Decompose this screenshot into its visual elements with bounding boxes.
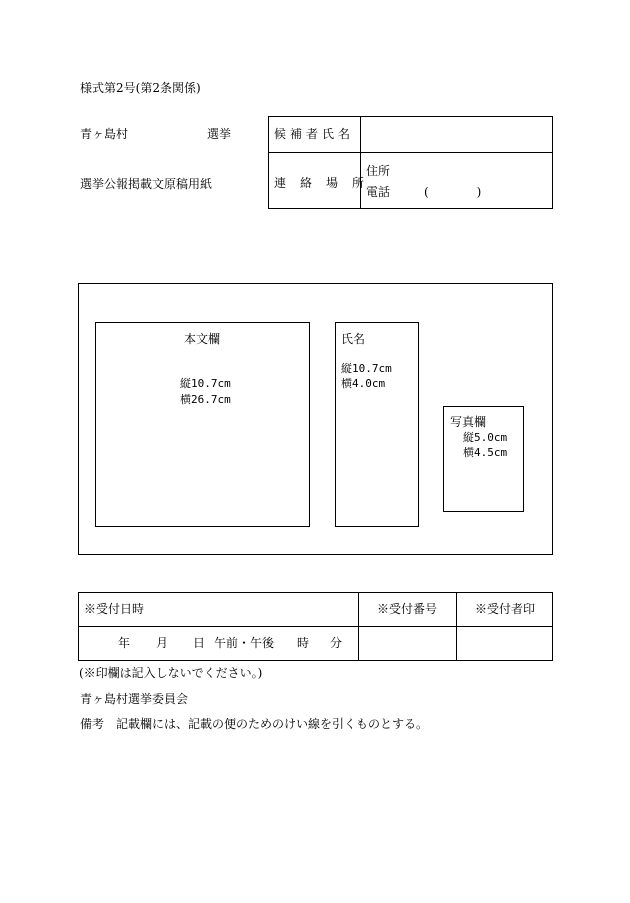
name-section-width: 横4.0cm bbox=[341, 377, 386, 390]
form-number: 様式第2号(第2条関係) bbox=[80, 81, 201, 95]
received-datetime-label: ※受付日時 bbox=[84, 602, 145, 616]
date-ampm-label: 午前・午後 bbox=[214, 636, 275, 650]
receipt-number-field[interactable] bbox=[359, 627, 455, 660]
phone-parens: ( ) bbox=[424, 185, 490, 199]
candidate-name-field[interactable] bbox=[362, 117, 551, 151]
name-section-height: 縦10.7cm bbox=[341, 362, 392, 375]
election-committee: 青ヶ島村選挙委員会 bbox=[80, 692, 189, 706]
photo-section-title: 写真欄 bbox=[450, 415, 487, 429]
contact-place-label: 連絡場所 bbox=[274, 176, 379, 190]
form-title: 選挙公報掲載文原稿用紙 bbox=[80, 177, 213, 191]
body-text-section[interactable] bbox=[95, 322, 310, 527]
date-day-label: 日 bbox=[193, 636, 206, 650]
phone-label: 電話 bbox=[366, 185, 391, 199]
photo-section-width: 横4.5cm bbox=[463, 446, 508, 459]
body-section-title: 本文欄 bbox=[184, 332, 221, 346]
candidate-name-label: 候補者氏名 bbox=[274, 127, 355, 141]
date-minute-label: 分 bbox=[330, 636, 343, 650]
receipt-number-label: ※受付番号 bbox=[377, 602, 438, 616]
name-section[interactable] bbox=[335, 322, 419, 527]
photo-section-height: 縦5.0cm bbox=[463, 431, 508, 444]
body-section-width: 横26.7cm bbox=[180, 393, 231, 406]
receiver-seal-label: ※受付者印 bbox=[475, 602, 536, 616]
contact-table-row-divider bbox=[268, 152, 553, 153]
date-year-label: 年 bbox=[118, 636, 131, 650]
election-label: 選挙 bbox=[207, 127, 232, 141]
date-hour-label: 時 bbox=[297, 636, 310, 650]
name-section-title: 氏名 bbox=[341, 332, 366, 346]
receiver-seal-field[interactable] bbox=[457, 627, 552, 660]
remarks: 備考 記載欄には、記載の便のためのけい線を引くものとする。 bbox=[80, 717, 429, 731]
date-month-label: 月 bbox=[156, 636, 169, 650]
contact-table-divider bbox=[360, 116, 361, 209]
seal-note: (※印欄は記入しないでください。) bbox=[79, 666, 263, 680]
body-section-height: 縦10.7cm bbox=[180, 377, 231, 390]
address-label: 住所 bbox=[366, 164, 391, 178]
village-name: 青ヶ島村 bbox=[80, 127, 129, 141]
